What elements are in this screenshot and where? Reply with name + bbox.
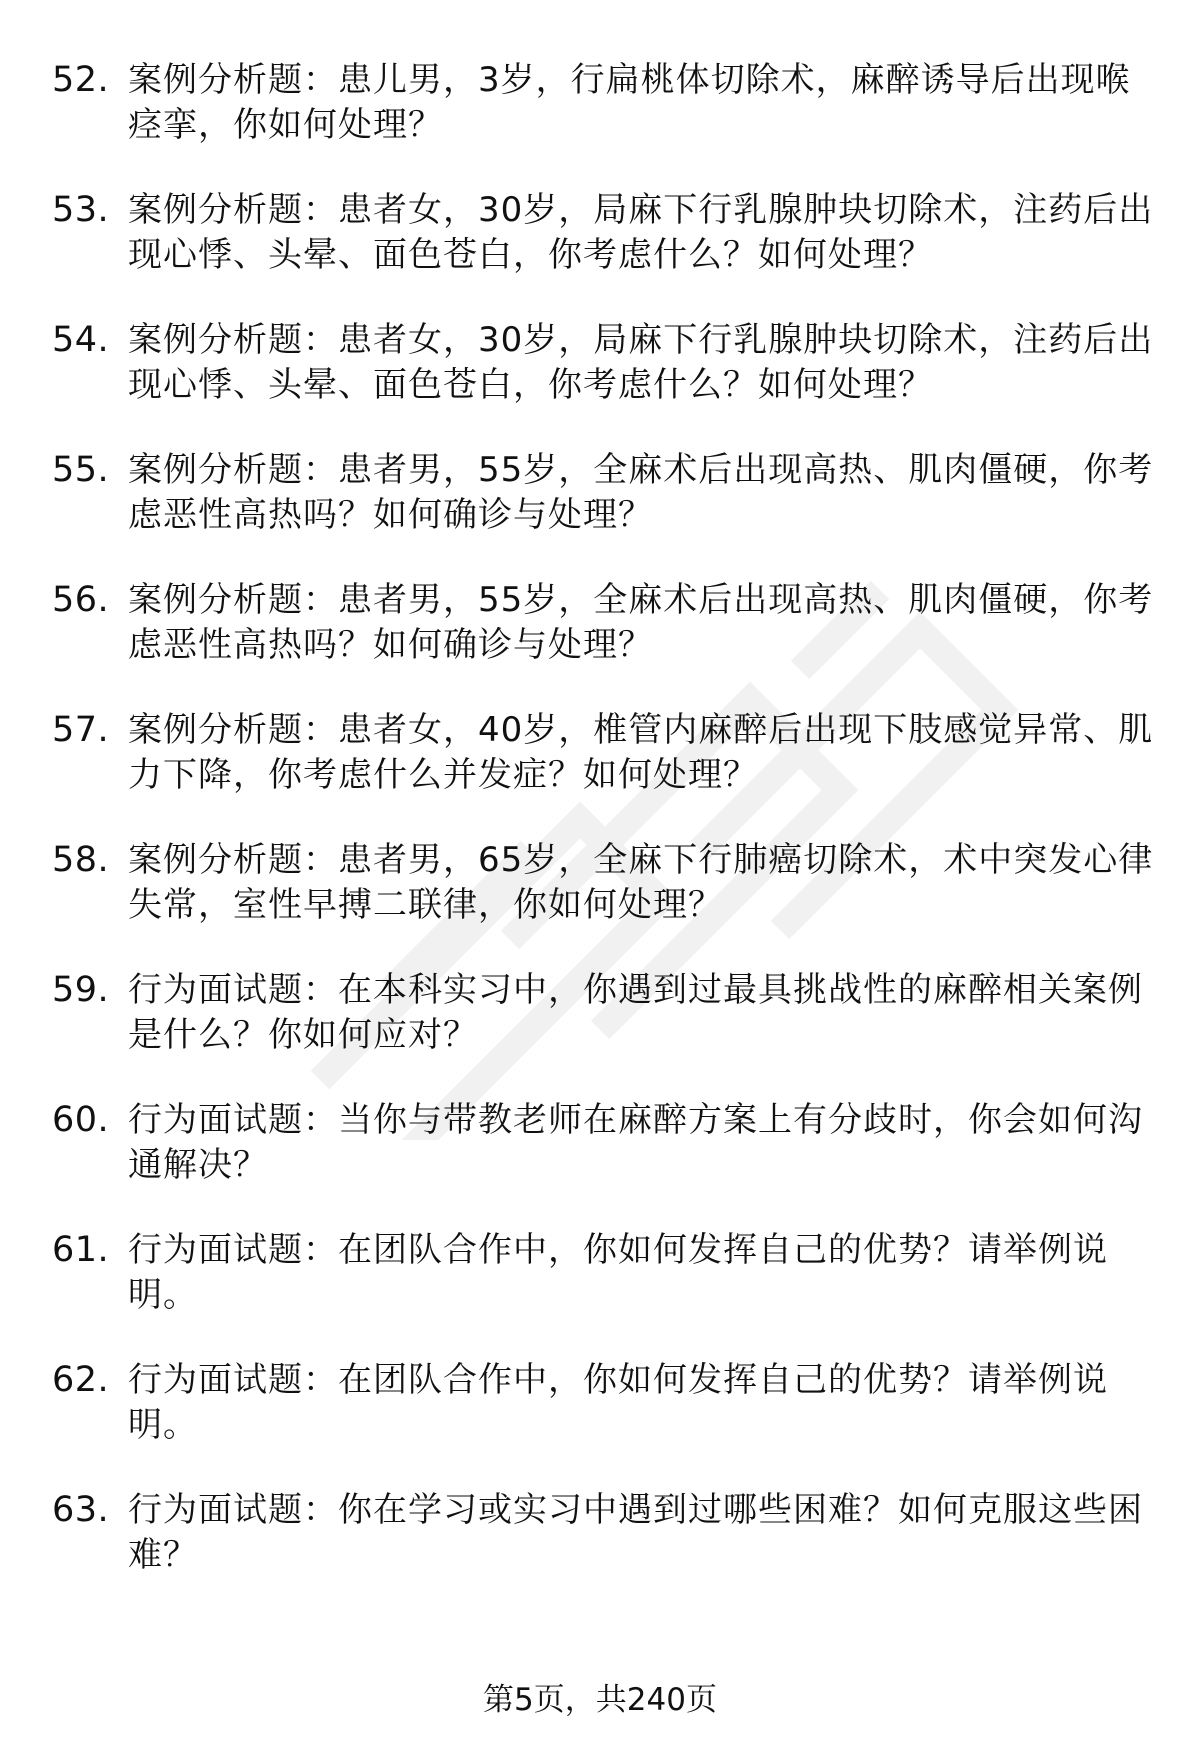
question-number: 55. (52, 450, 110, 490)
list-item (52, 708, 1162, 838)
list-item (52, 1228, 1162, 1358)
question-number: 58. (52, 840, 110, 880)
page-footer: 第5页，共240页 (483, 1682, 717, 1718)
list-item (52, 968, 1162, 1098)
list-item (52, 1358, 1162, 1488)
question-number: 63. (52, 1490, 110, 1530)
question-list (52, 58, 1162, 1618)
question-number: 52. (52, 60, 110, 100)
list-item (52, 58, 1162, 188)
question-text: 行为面试题：当你与带教老师在麻醉方案上有分歧时，你会如何沟通解决？ (128, 1100, 1143, 1185)
question-number: 61. (52, 1230, 110, 1270)
question-number: 60. (52, 1100, 110, 1140)
question-number: 54. (52, 320, 110, 360)
list-item (52, 1488, 1162, 1618)
list-item (52, 1098, 1162, 1228)
list-item (52, 578, 1162, 708)
question-number: 56. (52, 580, 110, 620)
list-item (52, 188, 1162, 318)
list-item (52, 448, 1162, 578)
question-text: 案例分析题：患者男，65岁，全麻下行肺癌切除术，术中突发心律失常，室性早搏二联律，你如何处理？ (128, 840, 1154, 925)
question-text: 行为面试题：在团队合作中，你如何发挥自己的优势？请举例说明。 (128, 1360, 1108, 1445)
question-number: 53. (52, 190, 110, 230)
question-text: 案例分析题：患者女，30岁，局麻下行乳腺肿块切除术，注药后出现心悸、头晕、面色苍白，你考虑什么？如何处理？ (128, 190, 1154, 275)
question-number: 62. (52, 1360, 110, 1400)
question-number: 57. (52, 710, 110, 750)
question-text: 行为面试题：在团队合作中，你如何发挥自己的优势？请举例说明。 (128, 1230, 1108, 1315)
list-item (52, 318, 1162, 448)
question-text: 行为面试题：你在学习或实习中遇到过哪些困难？如何克服这些困难？ (128, 1490, 1143, 1575)
question-text: 案例分析题：患者男，55岁，全麻术后出现高热、肌肉僵硬，你考虑恶性高热吗？如何确诊与处理？ (128, 450, 1154, 535)
list-item (52, 838, 1162, 968)
question-text: 行为面试题：在本科实习中，你遇到过最具挑战性的麻醉相关案例是什么？你如何应对？ (128, 970, 1143, 1055)
question-number: 59. (52, 970, 110, 1010)
question-text: 案例分析题：患者女，30岁，局麻下行乳腺肿块切除术，注药后出现心悸、头晕、面色苍白，你考虑什么？如何处理？ (128, 320, 1154, 405)
question-text: 案例分析题：患儿男，3岁，行扁桃体切除术，麻醉诱导后出现喉痉挛，你如何处理？ (128, 60, 1131, 145)
question-text: 案例分析题：患者男，55岁，全麻术后出现高热、肌肉僵硬，你考虑恶性高热吗？如何确诊与处理？ (128, 580, 1154, 665)
question-text: 案例分析题：患者女，40岁，椎管内麻醉后出现下肢感觉异常、肌力下降，你考虑什么并发症？如何处理？ (128, 710, 1154, 795)
